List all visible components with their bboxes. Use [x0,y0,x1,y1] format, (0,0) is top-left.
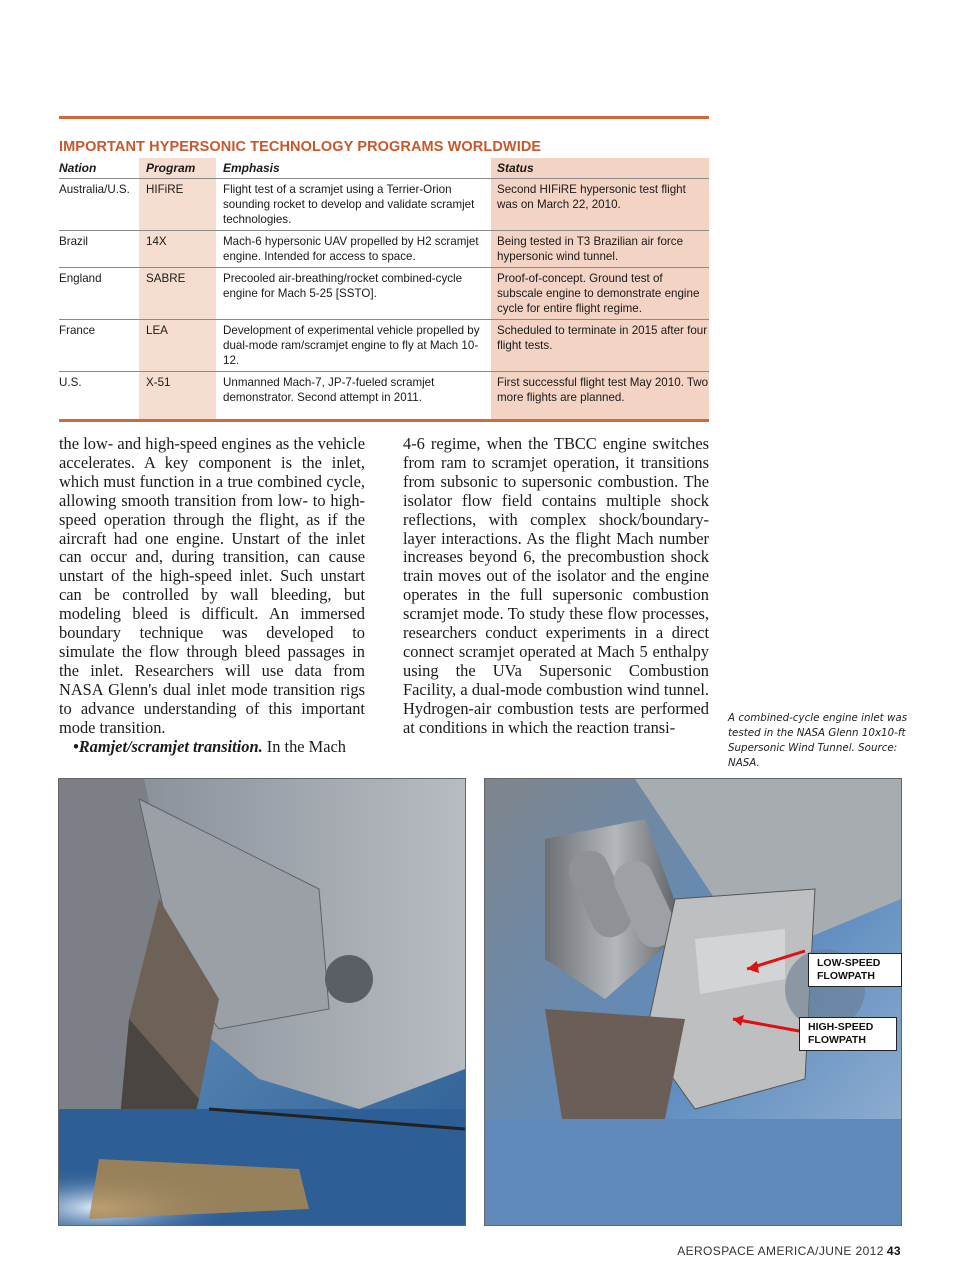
table-row [59,179,709,231]
header-program: Program [139,158,216,179]
cell-status: First successful flight test May 2010. Two more flights are planned. [491,372,709,420]
sidebar-top-rule [59,116,709,119]
photo-caption: A combined-cycle engine inlet was tested in the NASA Glenn 10x10-ft Supersonic Wind Tunnel. Source: NASA. [728,712,908,769]
body-paragraph: 4-6 regime, when the TBCC engine switches from ram to scramjet operation, it transitions from subsonic to supersonic combustion. The isolator flow field contains multiple shock reflections, with complex shock/boundary-layer interactions. As the flight Mach number increases beyond 6, the precombustion shock train moves out of the isolator and the engine operates in the full supersonic combustion scramjet mode. To study these flow processes, researchers conduct experiments in a direct connect scramjet operated at Mach 5 enthalpy using the UVa Supersonic Combustion Facility, a dual-mode combustion wind tunnel. Hydrogen-air combustion tests are performed at conditions in which the reaction transi- [403,434,709,737]
page-footer [677,1244,901,1258]
table-row [59,320,709,372]
body-column-1 [59,435,365,756]
cell-nation: France [59,320,139,372]
body-paragraph [59,738,365,757]
sidebar-bottom-rule [59,419,709,422]
section-run-in-heading: •Ramjet/scramjet transition. [73,736,263,756]
cell-program: X-51 [139,372,216,420]
body-paragraph: the low- and high-speed engines as the vehicle accelerates. A key component is the inlet, which must function in a true combined cycle, allowing smooth transition from low- to high-speed operation through the flight, as if the aircraft had one engine. Unstart of the inlet can occur and, during transition, can cause unstart of the high-speed inlet. Such unstart can be controlled by wall bleeding, but modeling bleed is difficult. An immersed boundary technique was developed to simulate the flow through bleed passages in the inlet. Researchers will use data from NASA Glenn's dual inlet mode transition rigs to advance understanding of this important mode transition. [59,434,365,737]
cell-emphasis: Precooled air-breathing/rocket combined-cycle engine for Mach 5-25 [SSTO]. [216,268,491,320]
wind-tunnel-photo-right [484,778,902,1226]
sidebar-title: IMPORTANT HYPERSONIC TECHNOLOGY PROGRAMS WORLDWIDE [59,139,542,155]
cell-nation: England [59,268,139,320]
cell-emphasis: Mach-6 hypersonic UAV propelled by H2 scramjet engine. Intended for access to space. [216,231,491,268]
cell-emphasis: Development of experimental vehicle propelled by dual-mode ram/scramjet engine to fly at Mach 10-12. [216,320,491,372]
cell-emphasis: Flight test of a scramjet using a Terrier-Orion sounding rocket to develop and validate scramjet technologies. [216,179,491,231]
cell-program: LEA [139,320,216,372]
low-speed-flowpath-label: LOW-SPEED FLOWPATH [808,953,902,987]
page-number: 43 [886,1244,901,1258]
header-status: Status [491,158,709,179]
cell-emphasis: Unmanned Mach-7, JP-7-fueled scramjet demonstrator. Second attempt in 2011. [216,372,491,420]
header-nation: Nation [59,161,97,175]
cell-nation: Brazil [59,231,139,268]
programs-sidebar [59,116,709,422]
cell-status: Second HIFiRE hypersonic test flight was on March 22, 2010. [491,179,709,231]
programs-table [59,158,709,419]
high-speed-flowpath-label: HIGH-SPEED FLOWPATH [799,1017,897,1051]
cell-program: SABRE [139,268,216,320]
body-text: In the Mach [262,736,346,756]
body-column-2 [403,435,709,738]
publication-name: AEROSPACE AMERICA/JUNE 2012 [677,1244,884,1258]
cell-status: Proof-of-concept. Ground test of subscale engine to demonstrate engine cycle for entire flight regime. [491,268,709,320]
table-header-row [59,158,709,179]
table-row [59,372,709,420]
cell-nation: Australia/U.S. [59,179,139,231]
header-emphasis: Emphasis [223,161,280,175]
cell-nation: U.S. [59,372,139,420]
cell-program: HIFiRE [139,179,216,231]
table-row [59,268,709,320]
wind-tunnel-photo-left [58,778,466,1226]
table-row [59,231,709,268]
wind-tunnel-photo-right-image [485,779,901,1225]
cell-program: 14X [139,231,216,268]
wind-tunnel-photo-left-image [59,779,465,1225]
cell-status: Scheduled to terminate in 2015 after four flight tests. [491,320,709,372]
cell-status: Being tested in T3 Brazilian air force hypersonic wind tunnel. [491,231,709,268]
